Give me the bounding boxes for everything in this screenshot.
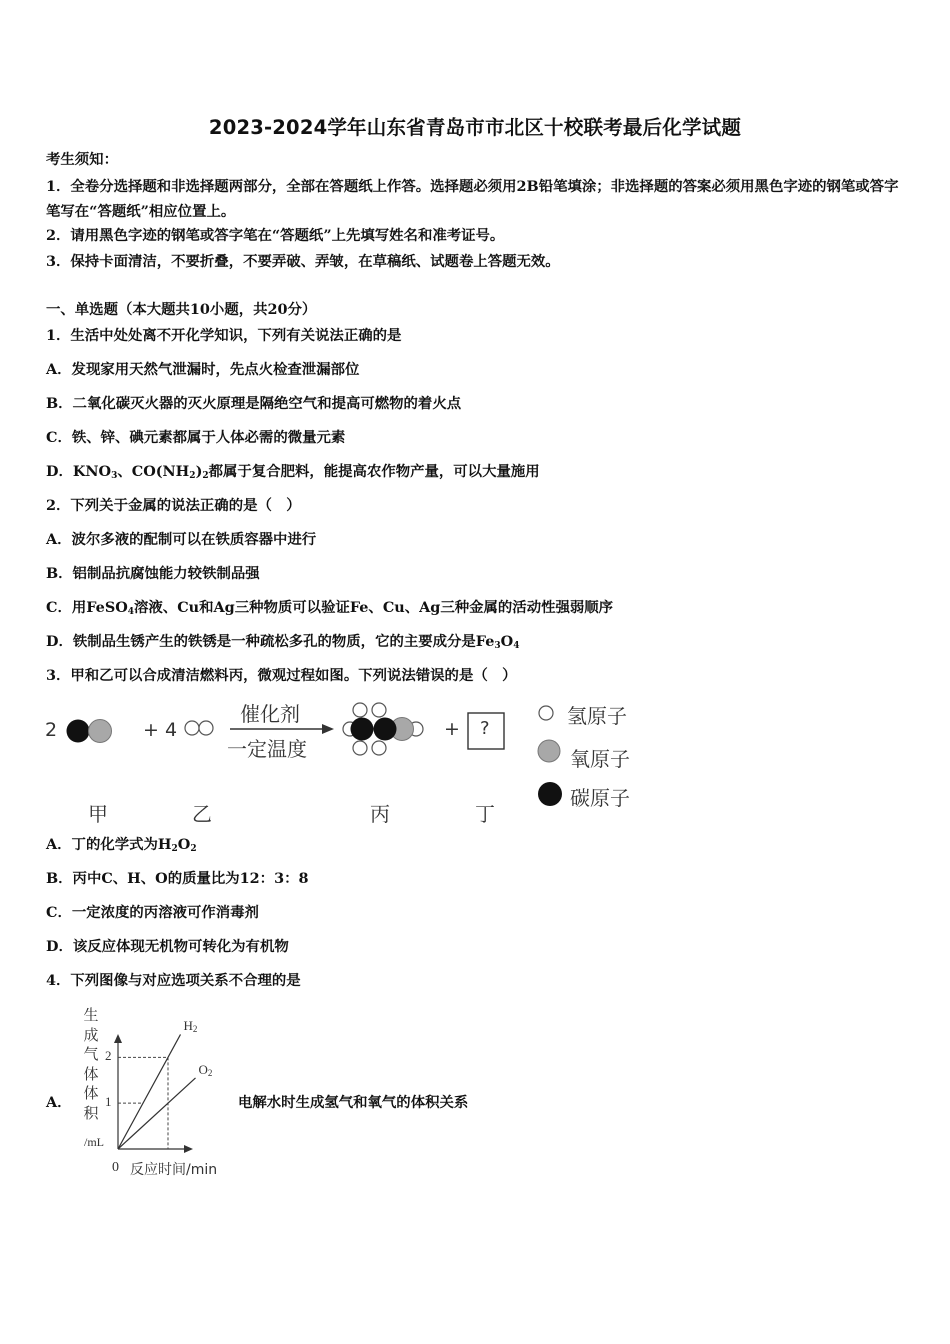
y-axis-unit: /mL (84, 1135, 104, 1149)
q3-option-b: B．丙中C、H、O的质量比为12：3：8 (46, 870, 309, 887)
legend-carbon-atom (538, 782, 562, 806)
q3-option-d: D．该反应体现无机物可转化为有机物 (46, 938, 289, 955)
coefficient-yi: + 4 (143, 719, 178, 741)
series-label-o2: $O_2$ (198, 1061, 213, 1078)
notice-item-2: 2．请用黑色字迹的钢笔或答字笔在“答题纸”上先填写姓名和准考证号。 (46, 227, 505, 244)
q3-option-c: C．一定浓度的丙溶液可作消毒剂 (46, 904, 259, 921)
condition-temperature: 一定温度 (227, 737, 307, 761)
q2-option-b: B．铝制品抗腐蚀能力较铁制品强 (46, 565, 260, 582)
label-yi: 乙 (192, 802, 212, 826)
electrolysis-chart (76, 1003, 246, 1183)
molecule-bing (343, 703, 423, 755)
q4-option-a-label: A． (46, 1094, 72, 1111)
y-axis-label-char: 成 (83, 1025, 99, 1044)
plus-sign: + (444, 718, 460, 740)
label-ding: 丁 (475, 802, 495, 826)
series-line-h2 (118, 1034, 181, 1149)
y-tick-label: 1 (105, 1094, 112, 1110)
notice-item-1: 1．全卷分选择题和非选择题两部分，全部在答题纸上作答。选择题必须用2B铅笔填涂；非选择题的答案必须用黑色字迹的钢笔或答字笔写在“答题纸”相应位置上。 (46, 178, 899, 220)
q1-stem: 1．生活中处处离不开化学知识，下列有关说法正确的是 (46, 327, 402, 344)
legend-hydrogen-atom (539, 706, 553, 720)
q2-stem: 2．下列关于金属的说法正确的是（ ） (46, 497, 301, 514)
y-axis-label-char: 积 (83, 1103, 99, 1122)
q3-option-a: A．丁的化学式为$H_2O_2$ (46, 836, 197, 854)
carbon-atom (67, 720, 90, 743)
molecule-jia (67, 720, 112, 743)
label-bing: 丙 (370, 802, 390, 826)
hydrogen-atom (185, 721, 199, 735)
q1-option-b: B．二氧化碳灭火器的灭火原理是隔绝空气和提高可燃物的着火点 (46, 395, 462, 412)
hydrogen-atom (353, 741, 367, 755)
legend-hydrogen-label: 氢原子 (567, 704, 627, 728)
label-jia: 甲 (88, 802, 108, 826)
q1-option-a: A．发现家用天然气泄漏时，先点火检查泄漏部位 (46, 361, 360, 378)
molecule-yi (185, 721, 213, 735)
q1-option-c: C．铁、锌、碘元素都属于人体必需的微量元素 (46, 429, 346, 446)
page-title: 2023-2024学年山东省青岛市市北区十校联考最后化学试题 (208, 116, 742, 139)
legend-carbon-label: 碳原子 (570, 786, 630, 810)
unknown-mark: ? (480, 718, 490, 739)
origin-label: 0 (112, 1160, 119, 1175)
q2-option-a: A．波尔多液的配制可以在铁质容器中进行 (46, 531, 317, 548)
series-label-h2: $H_2$ (183, 1018, 198, 1035)
y-axis-label-char: 气 (83, 1045, 99, 1063)
q4-stem: 4．下列图像与对应选项关系不合理的是 (46, 972, 301, 989)
legend-oxygen-label: 氧原子 (570, 747, 630, 771)
notice-heading: 考生须知： (46, 151, 118, 168)
y-axis-label-char: 生 (83, 1006, 99, 1024)
y-axis-label-char: 体 (83, 1064, 99, 1083)
carbon-atom (351, 718, 374, 741)
condition-catalyst: 催化剂 (240, 702, 300, 726)
q4-option-a-desc: 电解水时生成氢气和氧气的体积关系 (238, 1094, 469, 1111)
chart-canvas (76, 1003, 246, 1183)
q2-option-c: C．用FeSO$_4$溶液、Cu和Ag三种物质可以验证Fe、Cu、Ag三种金属的活动性强弱顺序 (46, 599, 614, 617)
x-axis-arrow (184, 1145, 193, 1153)
hydrogen-atom (199, 721, 213, 735)
notice-item-3: 3．保持卡面清洁，不要折叠，不要弄破、弄皱，在草稿纸、试题卷上答题无效。 (46, 253, 560, 270)
carbon-atom (374, 718, 397, 741)
q1-option-d: D．$KNO_3$、$CO(NH_2)_2$都属于复合肥料，能提高农作物产量，可以大量施用 (46, 463, 540, 481)
coefficient-jia: 2 (45, 719, 58, 741)
reaction-arrow-head (322, 724, 334, 734)
reaction-diagram (40, 695, 660, 830)
section-heading: 一、单选题（本大题共10小题，共20分） (46, 301, 317, 318)
legend-oxygen-atom (538, 740, 560, 762)
x-axis-label: 反应时间/min (130, 1162, 218, 1178)
y-axis-arrow (114, 1034, 122, 1043)
hydrogen-atom (353, 703, 367, 717)
q3-stem: 3．甲和乙可以合成清洁燃料丙，微观过程如图。下列说法错误的是（ ） (46, 667, 517, 684)
series-line-o2 (118, 1078, 196, 1149)
hydrogen-atom (372, 741, 386, 755)
hydrogen-atom (372, 703, 386, 717)
q2-option-d: D．铁制品生锈产生的铁锈是一种疏松多孔的物质，它的主要成分是$Fe_3O_4$ (46, 633, 520, 651)
oxygen-atom (89, 720, 112, 743)
y-tick-label: 2 (105, 1048, 112, 1064)
y-axis-label-char: 体 (83, 1084, 99, 1102)
